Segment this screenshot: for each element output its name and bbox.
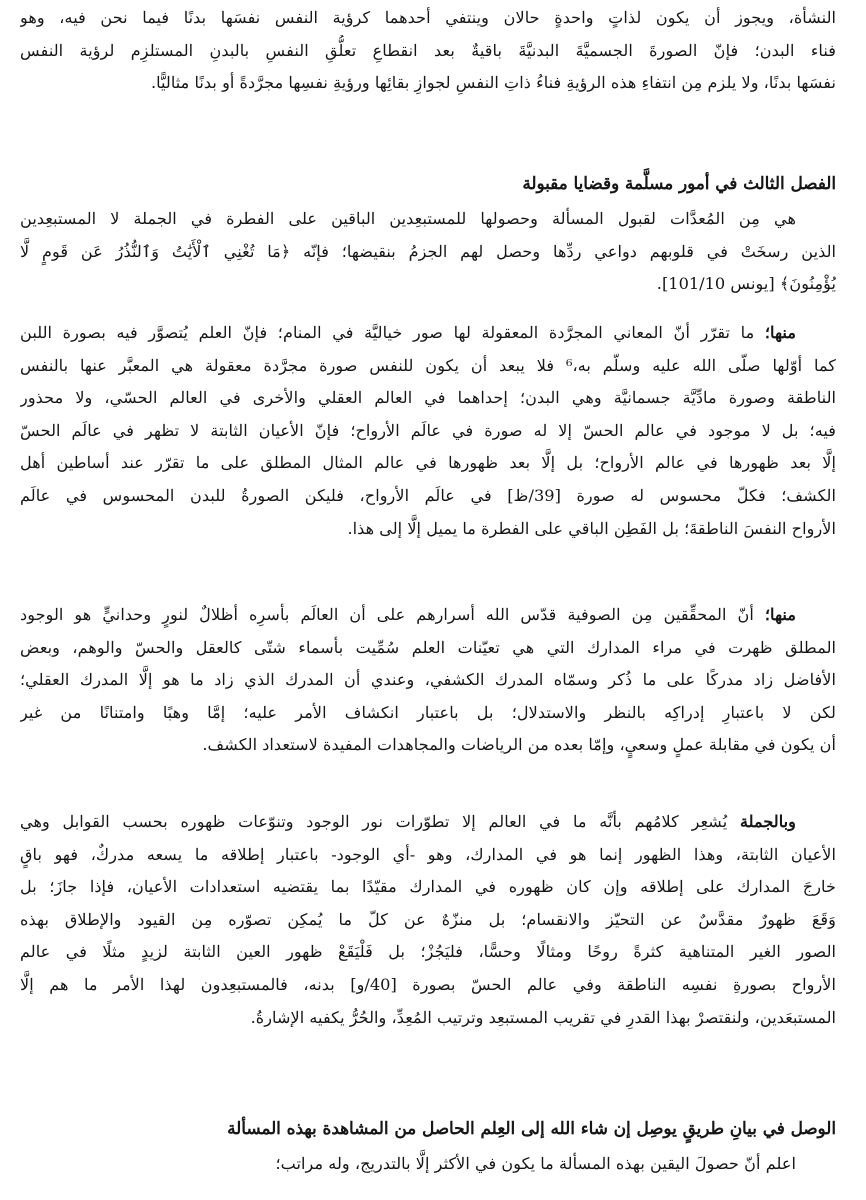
paragraph-bil-jumla [20, 806, 836, 1034]
text-line: أن يكون في مقابلة عملٍ وسعيٍ، وإمّا بعده من الرياضات والمجاهدات المفيدة لاستعداد الكشف. [202, 735, 836, 755]
text-line: كما أوّلها صلّى الله عليه وسلّم به،⁶ فلا يبعد أن يكون للنفس صورة مجرَّدة معقولة هي المعبَّر عنها بالنفس [20, 355, 836, 375]
text-line: يُؤْمِنُونَ﴾ [يونس 101/10]. [656, 274, 836, 294]
lead-word: منها؛ [764, 605, 796, 624]
text-line: الصور الغير المتناهية كثرةً روحًا ومثالًا وحسًّا، فليَجُزْ؛ بل فَلْيَقَعْ ظهور العين الثابتة لزيدٍ مثلًا في عالم [20, 942, 836, 962]
paragraph-minha-second [20, 599, 836, 762]
text-line: إلَّا بعد ظهورها في عالم الأرواح؛ بل إلَّا بعد ظهورها في عالم المثال المطلق على ما تقرّر عند أساطين أهل [20, 453, 836, 473]
text-line: المطلق ظهرت في مراء المدارك التي هي تعيّنات العلم سُمِّيت بأسماء شتّى كالعقل والحسّ والوهم، وبعض [20, 637, 836, 657]
text-line [20, 806, 836, 839]
section-heading-wasl: الوصل في بيانِ طريقٍ يوصِل إن شاء الله إلى العِلم الحاصل من المشاهدة بهذه المسألة [227, 1118, 836, 1138]
paragraph-minha-first [20, 317, 836, 545]
text-segment: يُشعِر كلامُهم بأنَّه ما في العالم إلا تطوّرات نور الوجود وتنوّعات ظهوره بحسب القوابل وهي [20, 812, 740, 831]
text-line: فيه؛ بل لا موجود في عالم الحسّ إلا له صورة في عالَم الأرواح؛ فإنّ الأعيان الثابتة لا تظهر في عالَم الحسّ [20, 420, 836, 440]
lead-word: منها؛ [764, 323, 796, 342]
text-line: الأعيان الثابتة، وهذا الظهور إنما هو في المدارك، وهو -أي الوجود- باعتبار إطلاقه ما يسعه مدركٌ، فهو باقٍ [20, 844, 836, 864]
text-line: الذين رسخَتْ في قلوبهم دواعي ردِّها وحصل لهم الجزمُ بنقيضها؛ فإنّه ﴿مَا تُغْنِي ٱلْأَيَٰتُ وَٱلنُّذُرُ عَن قَومٍ لَّا [20, 241, 836, 261]
lead-word: وبالجملة [739, 812, 796, 831]
text-line: نفسَها بدنًا، ولا يلزم مِن انتفاءِ هذه الرؤيةِ فناءُ ذاتِ النفسِ لجوازِ بقائِها ورؤيةِ نفسِها مجرَّدةً أو بدنًا مثاليًّا. [150, 73, 836, 93]
text-line: هي مِن المُعدَّات لقبول المسألة وحصولها للمستبعِدين الباقين على الفطرة في الجملة لا المستبعِدين [20, 209, 796, 228]
text-line: الأرواح النفسَ الناطقةَ؛ بل الفَطِن الباقي على الفطرة ما يميل إلَّا إلى هذا. [347, 518, 836, 538]
text-line: فناء البدن؛ فإنّ الصورةَ الجسميَّةَ البدنيَّةَ باقيةٌ بعد انقطاعِ تعلُّقِ النفسِ بالبدنِ المستلزِم لرؤية النفس [20, 40, 836, 60]
section-heading-third-chapter: الفصل الثالث في أمور مسلَّمة وقضايا مقبولة [522, 173, 836, 193]
text-line: الناطقة وصورة مادِّيَّة جسمانيَّة وهي البدن؛ إحداهما في العالم العقلي والأخرى في العالم الحسّي، ولا محذور [20, 388, 836, 408]
text-line: الأرواح بصورةِ نفسِه الناطقة وفي عالم الحسّ بصورة [40/و] بدنه، فالمستبعِدون لهذا الأمر ما هم إلَّا [20, 974, 836, 994]
text-line: اعلم أنّ حصولَ اليقين بهذه المسألة ما يكون في الأكثر إلَّا بالتدريج، وله مراتب؛ [275, 1154, 796, 1173]
paragraph-ilam [20, 1148, 836, 1181]
paragraph-muiddat [20, 203, 836, 301]
text-line: لكن لا باعتبارِ إدراكِه بالنظر والاستدلال؛ بل باعتبار انكشاف الأمر عليه؛ إمَّا وهبًا وامتنانًا من غير [20, 702, 836, 722]
text-segment: ما تقرّر أنّ المعاني المجرَّدة المعقولة لها صور خياليَّة في المنام؛ فإنّ العلم يُتصوَّر فيه بصورة اللبن [20, 323, 765, 342]
text-line: الكشف؛ فكلّ محسوس له صورة [39/ظ] في عالَم الأرواح، فليكن الصورةُ للبدن المحسوس في عالَم [20, 485, 836, 505]
text-segment: أنّ المحقِّقين مِن الصوفية قدّس الله أسرارهم على أن العالَم بأسرِه أظلالٌ لنورٍ وحدانيٍّ هو الوجود [20, 605, 765, 624]
paragraph-nashaa [20, 2, 836, 100]
text-line: خارجَ المدارك على إطلاقه وإن كان ظهوره في المدارك مقيّدًا بما يقتضيه استعدادات الأعيان، فإذا جازَ؛ بل [20, 877, 836, 897]
text-line: المستبعَدين، ولنقتصرْ بهذا القدرِ في تقريب المستبعِد وترتيب المُعِدِّ، والحُرُّ يكفيه الإشارةُ. [250, 1007, 836, 1027]
text-line: وَقَعَ ظهورٌ مقدَّسٌ عن التحيّز والانقسام؛ بل منزّهٌ عن كلّ ما يُمكِن تصوّره مِن القيود والإطلاق بهذه [20, 909, 836, 929]
text-line [20, 599, 836, 632]
text-line: النشأة، ويجوز أن يكون لذاتٍ واحدةٍ حالان وينتفي أحدهما كرؤية النفس نفسَها بدنًا فيما نحن فيه، وهو [20, 8, 836, 27]
text-line: الأفاضل زاد مدركًا على ما ذُكر وسمّاه المدرك الكشفي، وعندي أن المدرك الذي زاد ما هو إلَّا المدرك العقلي؛ [20, 670, 836, 690]
text-line [20, 317, 836, 350]
